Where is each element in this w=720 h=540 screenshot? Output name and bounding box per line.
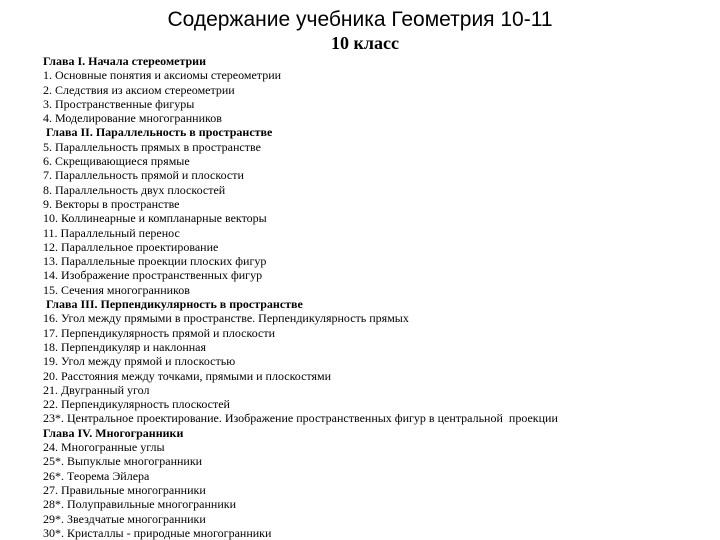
page-title: Содержание учебника Геометрия 10-11 bbox=[167, 8, 553, 31]
chapter-heading: Глава I. Начала стереометрии bbox=[43, 54, 206, 68]
lesson-item: 21. Двугранный угол bbox=[43, 382, 150, 397]
lesson-item: 11. Параллельный перенос bbox=[43, 225, 180, 240]
lesson-item: 28*. Полуправильные многогранники bbox=[43, 497, 237, 512]
grade-subtitle: 10 класс bbox=[331, 33, 399, 53]
lesson-item: 8. Параллельность двух плоскостей bbox=[43, 182, 226, 197]
lesson-item: 23*. Центральное проектирование. Изображение пространственных фигур в центральной проекции bbox=[43, 411, 558, 426]
chapter-heading: Глава II. Параллельность в пространстве bbox=[43, 125, 273, 140]
lesson-item: 15. Сечения многогранников bbox=[43, 282, 190, 297]
lesson-item: 20. Расстояния между точками, прямыми и плоскостями bbox=[43, 368, 332, 383]
lesson-item: 1. Основные понятия и аксиомы стереометрии bbox=[43, 68, 282, 83]
lesson-item: 10. Коллинеарные и компланарные векторы bbox=[43, 211, 267, 226]
lesson-item: 4. Моделирование многогранников bbox=[43, 111, 222, 126]
lesson-item: 2. Следствия из аксиом стереометрии bbox=[43, 82, 235, 97]
lesson-item: 18. Перпендикуляр и наклонная bbox=[43, 339, 207, 354]
lesson-item: 17. Перпендикулярность прямой и плоскости bbox=[43, 325, 276, 340]
lesson-item: 30*. Кристаллы - природные многогранники bbox=[43, 525, 272, 540]
lesson-item: 22. Перпендикулярность плоскостей bbox=[43, 397, 230, 412]
lesson-item: 14. Изображение пространственных фигур bbox=[43, 268, 263, 283]
lesson-item: 6. Скрещивающиеся прямые bbox=[43, 154, 190, 169]
table-of-contents bbox=[43, 54, 558, 540]
lesson-item: 16. Угол между прямыми в пространстве. Перпендикулярность прямых bbox=[43, 311, 409, 326]
chapter-heading: Глава IV. Многогранники bbox=[43, 425, 184, 440]
lesson-item: 3. Пространственные фигуры bbox=[43, 96, 195, 111]
lesson-item: 9. Векторы в пространстве bbox=[43, 196, 180, 211]
lesson-item: 25*. Выпуклые многогранники bbox=[43, 454, 203, 469]
lesson-item: 29*. Звездчатые многогранники bbox=[43, 511, 206, 526]
lesson-item: 12. Параллельное проектирование bbox=[43, 239, 219, 254]
lesson-item: 5. Параллельность прямых в пространстве bbox=[43, 139, 261, 154]
chapter-heading: Глава III. Перпендикулярность в пространстве bbox=[43, 297, 303, 312]
lesson-item: 7. Параллельность прямой и плоскости bbox=[43, 168, 244, 183]
lesson-item: 24. Многогранные углы bbox=[43, 440, 165, 455]
lesson-item: 19. Угол между прямой и плоскостью bbox=[43, 354, 236, 369]
lesson-item: 26*. Теорема Эйлера bbox=[43, 468, 150, 483]
lesson-item: 13. Параллельные проекции плоских фигур bbox=[43, 254, 267, 269]
lesson-item: 27. Правильные многогранники bbox=[43, 482, 206, 497]
